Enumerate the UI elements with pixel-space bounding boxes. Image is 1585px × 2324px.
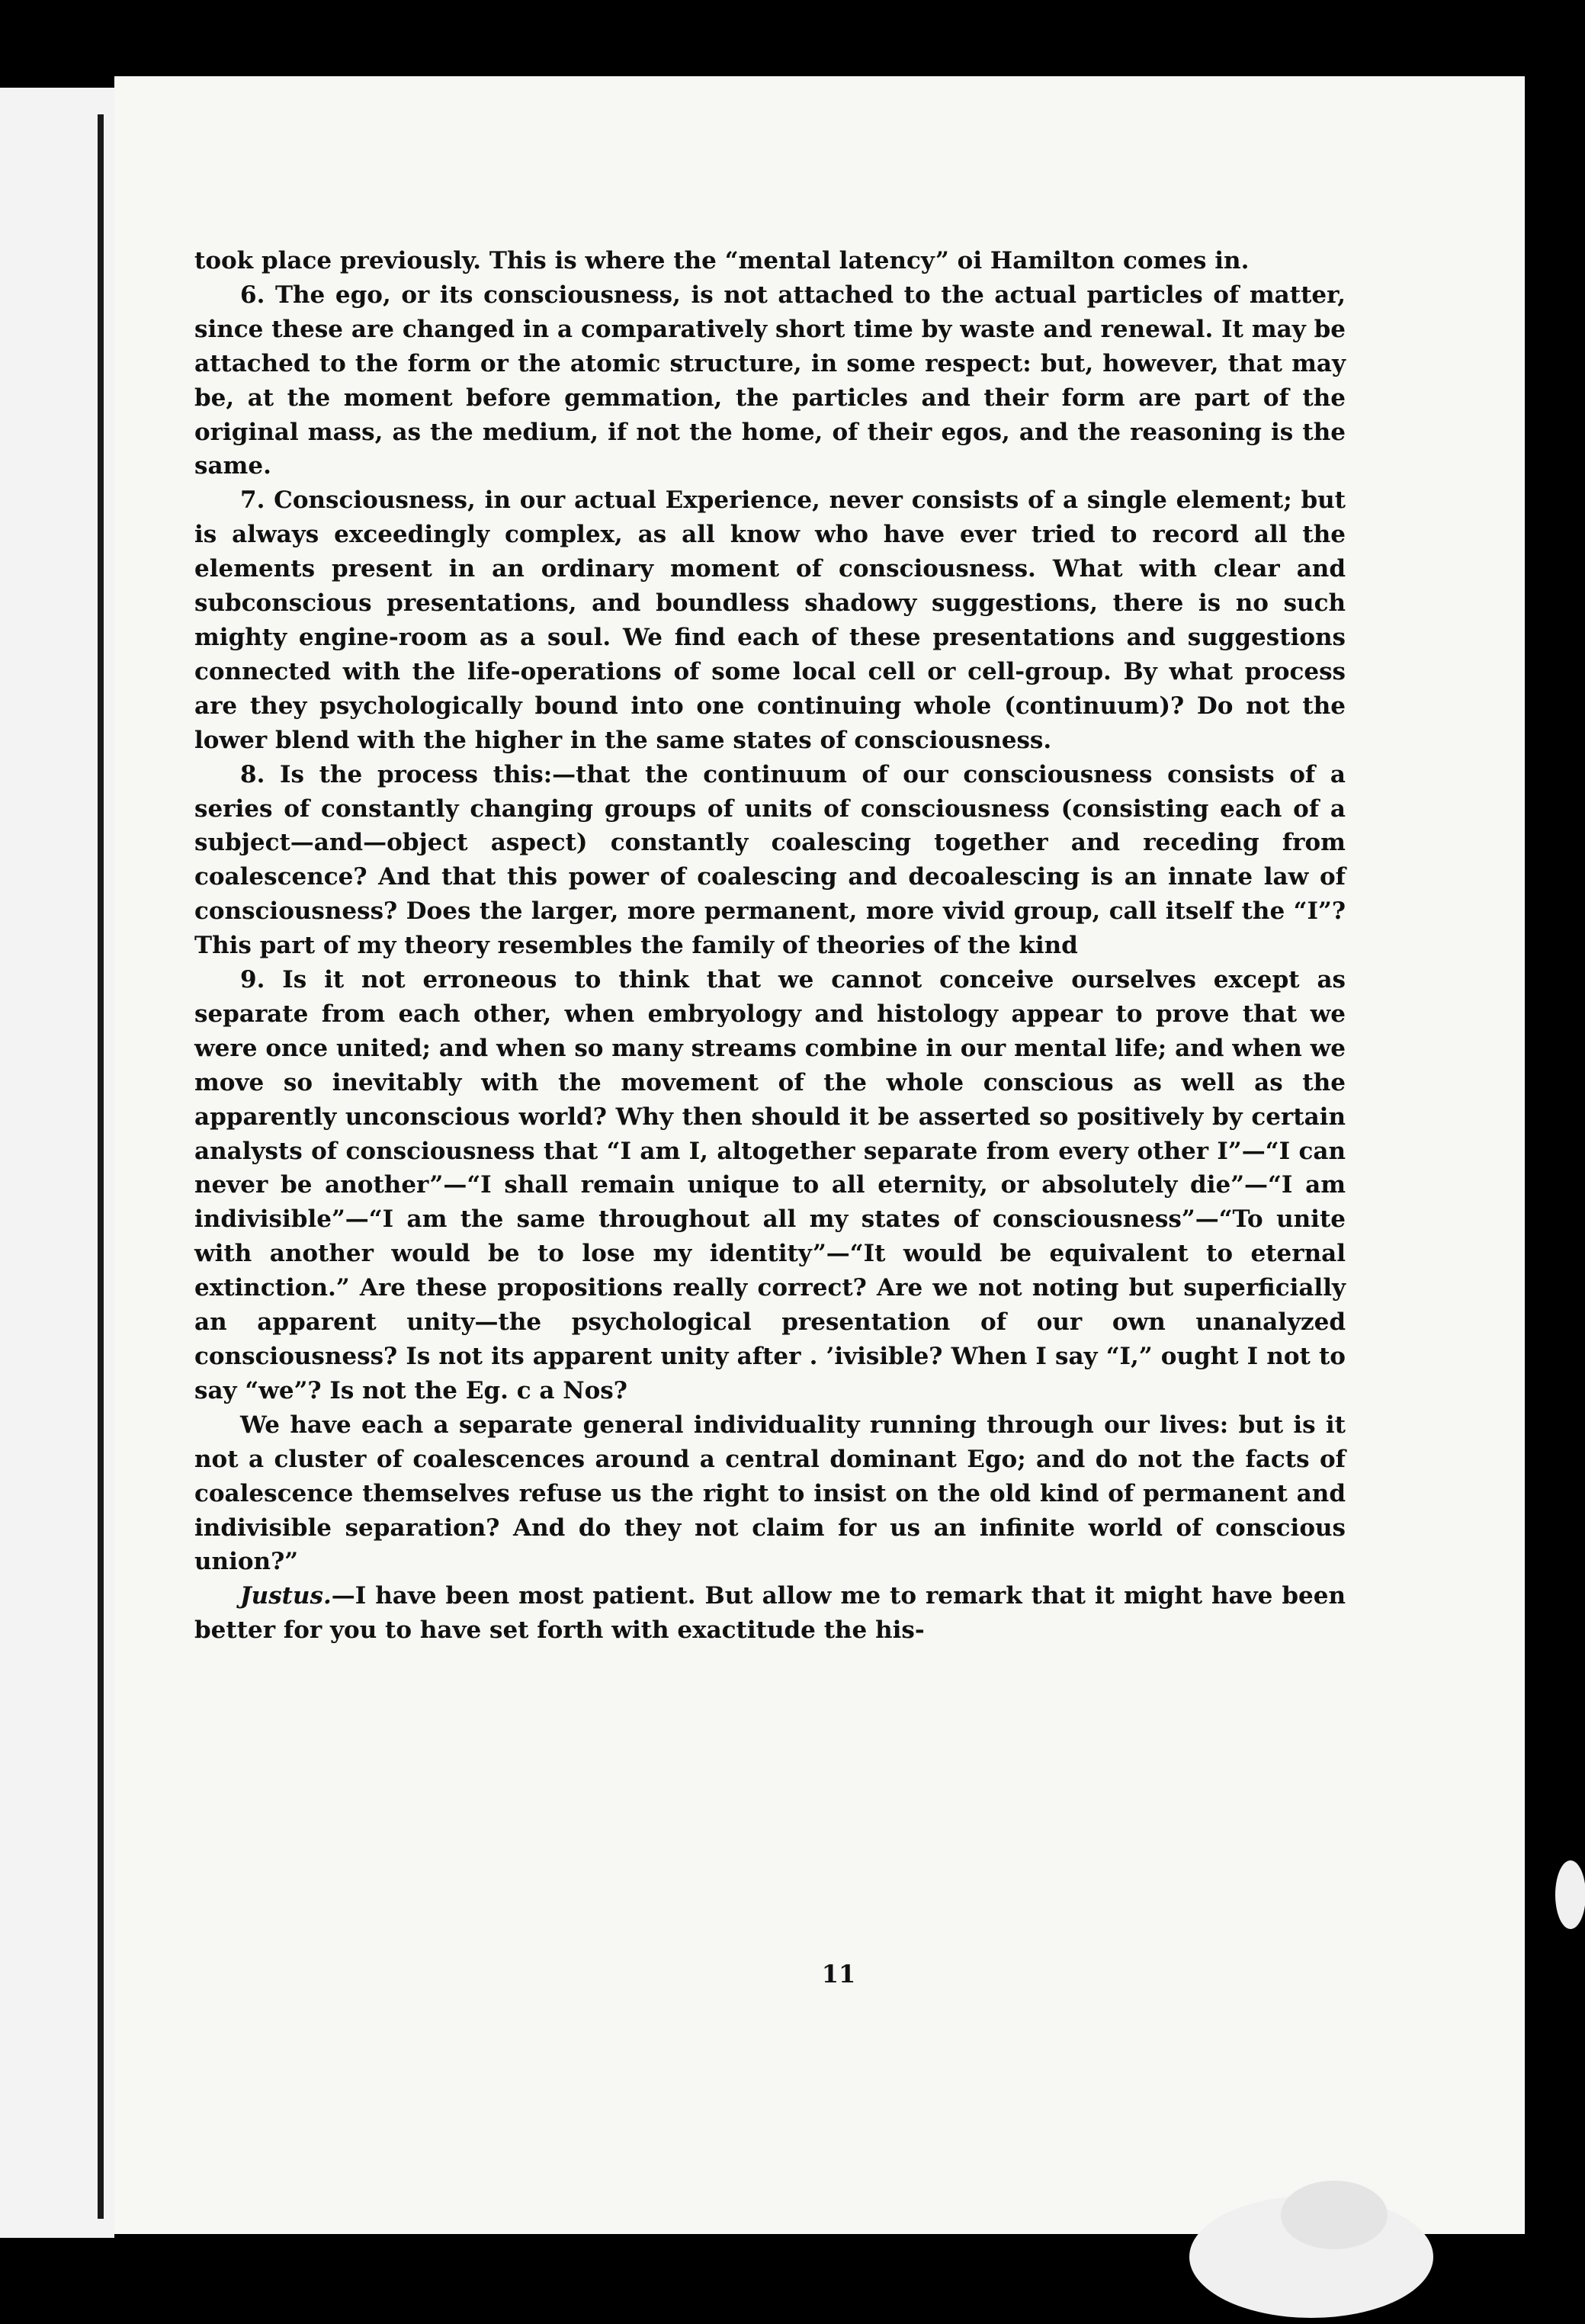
paragraph-8: 8. Is the process this:—that the continuum of our consciousness consists of a series of constantly changing groups of units of consciousness (consisting each of a subject—and—object aspect) constantly coalescing together and receding from coalescence? And that this power of coalescing and decoalescing is an innate law of consciousness? Does the larger, more permanent, more vivid group, call itself the “I”? This part of my theory resembles the family of theories of the kind bbox=[194, 760, 1346, 960]
body-text bbox=[194, 244, 1346, 1648]
paper-damage-corner bbox=[1281, 2181, 1388, 2249]
paper-damage-edge bbox=[1555, 1860, 1585, 1929]
speaker-name: Justus. bbox=[240, 1582, 332, 1610]
binding-shadow bbox=[98, 114, 104, 2219]
paragraph-individuality: We have each a separate general individuality running through our lives: but is it not a cluster of coalescences around a central dominant Ego; and do not the facts of coalescence themselves refuse us the right to insist on the old kind of permanent and indivisible separation? And do they not claim for us an infinite world of conscious union?” bbox=[194, 1411, 1346, 1576]
paragraph-continuation: took place previously. This is where the “mental latency” oi Hamilton comes in. bbox=[194, 247, 1250, 274]
page-number: 11 bbox=[821, 1960, 856, 1989]
speaker-text: —I have been most patient. But allow me to remark that it might have been better for you to have set forth with exactitude the his- bbox=[194, 1582, 1346, 1645]
paragraph-7: 7. Consciousness, in our actual Experience, never consists of a single element; but is always exceedingly complex, as all know who have ever tried to record all the elements present in an ordinary moment of consciousness. What with clear and subconscious presentations, and boundless shadowy suggestions, there is no such mighty engine-room as a soul. We find each of these presentations and suggestions connected with the life-operations of some local cell or cell-group. By what process are they psychologically bound into one continuing whole (continuum)? Do not the lower blend with the higher in the same states of consciousness. bbox=[194, 486, 1346, 754]
paragraph-6: 6. The ego, or its consciousness, is not attached to the actual particles of matter, since these are changed in a comparatively short time by waste and renewal. It may be attached to the form or the atomic structure, in some respect: but, however, that may be, at the moment before gemmation, the particles and their form are part of the original mass, as the medium, if not the home, of their egos, and the reasoning is the same. bbox=[194, 281, 1346, 480]
paragraph-9: 9. Is it not erroneous to think that we cannot conceive ourselves except as separate from each other, when embryology and histology appear to prove that we were once united; and when so many streams combine in our mental life; and when we move so inevitably with the movement of the whole conscious as well as the apparently unconscious world? Why then should it be asserted so positively by certain analysts of consciousness that “I am I, altogether separate from every other I”—“I can never be another”—“I shall remain unique to all eternity, or absolutely die”—“I am indivisible”—“I am the same throughout all my states of consciousness”—“To unite with another would be to lose my identity”—“It would be equivalent to eternal extinction.” Are these propositions really correct? Are we not noting but superficially an apparent unity—the psychological presentation of our own unanalyzed consciousness? Is not its apparent unity after . ’ivisible? When I say “I,” ought I not to say “we”? Is not the Eg. c a Nos? bbox=[194, 966, 1346, 1404]
paragraph-justus bbox=[194, 1579, 1346, 1648]
